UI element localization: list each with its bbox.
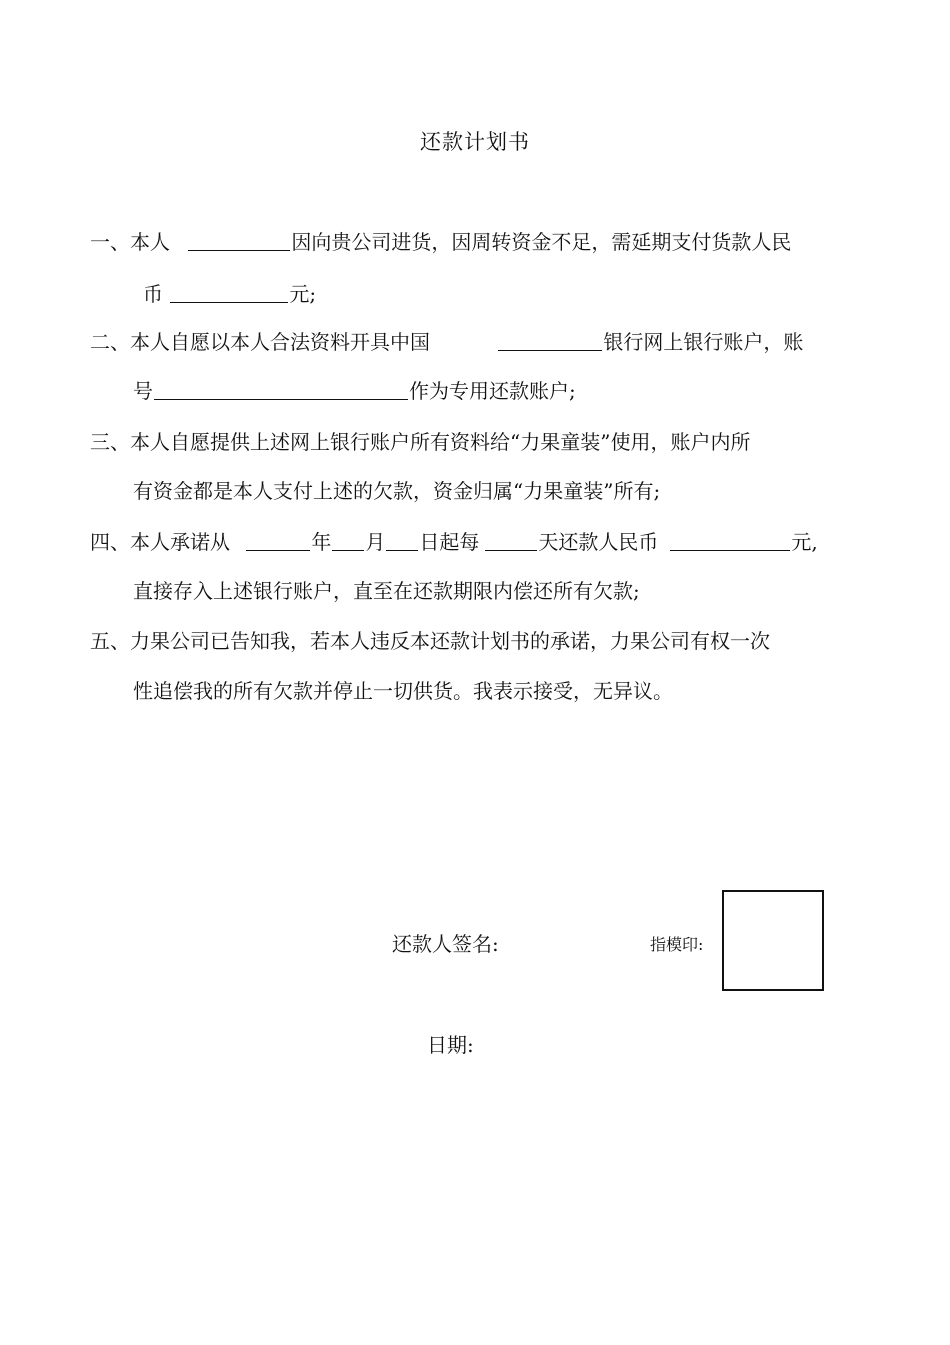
day-blank[interactable]: [386, 530, 418, 551]
days-pay-label: 天还款人民币: [538, 530, 659, 554]
year-blank[interactable]: [246, 530, 310, 551]
clause-1-line-2: [143, 280, 316, 308]
clause-2-prefix: 二、本人自愿以本人合法资料开具中国: [90, 330, 430, 354]
clause-4-prefix: 四、本人承诺从: [90, 530, 230, 554]
bank-blank[interactable]: [498, 330, 602, 351]
clause-1-line-1: [90, 228, 791, 256]
clause-3-line-2: 有资金都是本人支付上述的欠款，资金归属“力果童装”所有;: [133, 479, 661, 503]
clause-5-line-1: 五、力果公司已告知我，若本人违反本还款计划书的承诺，力果公司有权一次: [90, 629, 770, 653]
clause-2-cont-prefix: 号: [133, 379, 153, 403]
clause-1-cont-suffix: 元;: [289, 282, 317, 306]
clause-2-line-1: [90, 328, 803, 356]
clause-2-text: 银行网上银行账户，账: [603, 330, 804, 354]
amount-blank[interactable]: [170, 282, 288, 303]
name-blank[interactable]: [188, 230, 290, 251]
year-label: 年: [311, 530, 332, 554]
clause-5-line-2: 性追偿我的所有欠款并停止一切供货。我表示接受，无异议。: [133, 679, 673, 703]
fingerprint-label: 指模印:: [650, 935, 704, 954]
clause-4-line-1: [90, 528, 818, 556]
clause-1-prefix: 一、本人: [90, 230, 170, 254]
document-title: 还款计划书: [420, 130, 530, 154]
clause-2-cont-suffix: 作为专用还款账户;: [409, 379, 576, 403]
month-label: 月: [365, 530, 386, 554]
clause-1-cont-prefix: 币: [143, 282, 163, 306]
month-blank[interactable]: [332, 530, 364, 551]
fingerprint-box: [722, 890, 824, 991]
installment-amount-blank[interactable]: [670, 530, 790, 551]
clause-2-line-2: [133, 377, 576, 405]
interval-days-blank[interactable]: [485, 530, 537, 551]
day-from-label: 日起每: [419, 530, 480, 554]
clause-3-line-1: 三、本人自愿提供上述网上银行账户所有资料给“力果童装”使用，账户内所: [90, 430, 751, 454]
yuan-label: 元,: [791, 530, 818, 554]
signer-label: 还款人签名:: [392, 932, 499, 956]
clause-1-text: 因向贵公司进货，因周转资金不足，需延期支付货款人民: [291, 230, 792, 254]
clause-4-line-2: 直接存入上述银行账户，直至在还款期限内偿还所有欠款;: [133, 579, 640, 603]
account-number-blank[interactable]: [154, 379, 408, 400]
date-label: 日期:: [427, 1033, 474, 1057]
